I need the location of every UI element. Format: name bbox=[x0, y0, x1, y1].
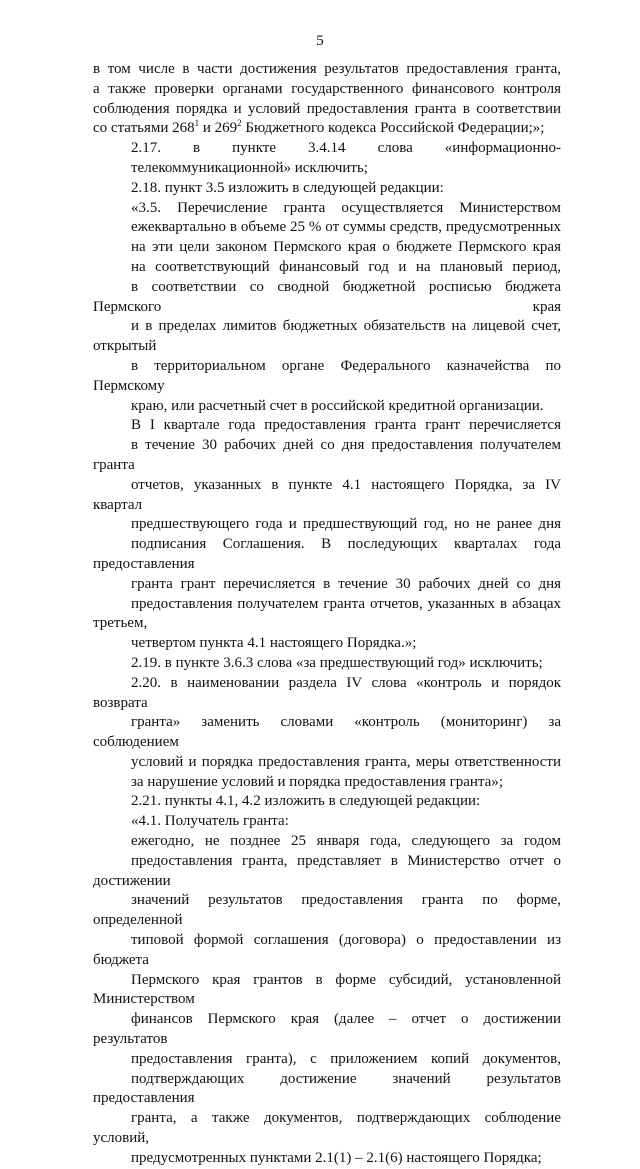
text-run: Пермского края грантов в форме субсидий, установленной Министерством bbox=[93, 971, 561, 1008]
text-line bbox=[93, 159, 561, 179]
text-line bbox=[93, 416, 561, 436]
text-run: на соответствующий финансовый год и на плановый период, bbox=[131, 258, 561, 275]
text-line bbox=[93, 218, 561, 238]
paragraph bbox=[93, 199, 561, 417]
text-run: гранта грант перечисляется в течение 30 рабочих дней со дня bbox=[131, 575, 561, 592]
text-run: и в пределах лимитов бюджетных обязательств на лицевой счет, открытый bbox=[93, 318, 561, 355]
text-run: гранта, а также документов, подтверждающих соблюдение условий, bbox=[93, 1110, 561, 1147]
text-run: 2.18. пункт 3.5 изложить в следующей редакции: bbox=[131, 179, 444, 196]
text-run: 2.20. в наименовании раздела IV слова «контроль и порядок возврата bbox=[93, 674, 561, 711]
text-line bbox=[93, 119, 561, 139]
text-run: условий и порядка предоставления гранта, меры ответственности bbox=[131, 753, 561, 770]
text-line bbox=[93, 80, 561, 100]
text-run: ежегодно, не позднее 25 января года, следующего за годом bbox=[131, 833, 561, 850]
text-run: финансов Пермского края (далее – отчет о достижении результатов bbox=[93, 1011, 561, 1048]
text-line bbox=[93, 634, 561, 654]
text-run: предшествующего года и предшествующий год, но не ранее дня bbox=[131, 516, 561, 533]
text-line bbox=[93, 100, 561, 120]
text-line bbox=[93, 476, 561, 516]
text-line bbox=[93, 397, 561, 417]
text-line bbox=[93, 515, 561, 535]
text-line bbox=[93, 753, 561, 773]
paragraph bbox=[93, 60, 561, 139]
text-run: в соответствии со сводной бюджетной росписью бюджета Пермского края bbox=[93, 278, 561, 315]
text-line bbox=[93, 357, 561, 397]
text-line bbox=[93, 1050, 561, 1070]
paragraph bbox=[93, 179, 561, 199]
text-run: подписания Соглашения. В последующих кварталах года предоставления bbox=[93, 536, 561, 572]
text-line bbox=[93, 139, 561, 159]
text-line bbox=[93, 654, 561, 674]
text-line bbox=[93, 238, 561, 258]
text-line bbox=[93, 713, 561, 753]
text-line bbox=[93, 852, 561, 892]
text-line bbox=[93, 317, 561, 357]
text-line bbox=[93, 179, 561, 199]
text-line bbox=[93, 535, 561, 575]
text-line bbox=[93, 258, 561, 278]
paragraph bbox=[93, 139, 561, 179]
paragraph bbox=[93, 792, 561, 812]
text-run: значений результатов предоставления гранта по форме, определенной bbox=[93, 892, 561, 929]
paragraph bbox=[93, 832, 561, 1169]
text-line bbox=[93, 832, 561, 852]
superscript: 1 bbox=[194, 118, 200, 129]
text-run: за нарушение условий и порядка предоставления гранта»; bbox=[131, 773, 504, 790]
text-run: предоставления гранта, представляет в Министерство отчет о достижении bbox=[93, 852, 561, 889]
paragraph bbox=[93, 654, 561, 674]
text-run: со статьями 268 bbox=[93, 120, 195, 137]
document-body bbox=[93, 60, 561, 1169]
text-run: в течение 30 рабочих дней со дня предоставления получателем гранта bbox=[93, 437, 561, 473]
text-run: в том числе в части достижения результатов предоставления гранта, bbox=[93, 61, 561, 77]
text-run: типовой формой соглашения (договора) о предоставлении из бюджета bbox=[93, 932, 561, 968]
text-line bbox=[93, 1070, 561, 1110]
text-run: «3.5. Перечисление гранта осуществляется Министерством bbox=[131, 199, 561, 216]
text-line bbox=[93, 575, 561, 595]
text-run: соблюдения порядка и условий предоставления гранта в соответствии bbox=[93, 100, 561, 117]
text-line bbox=[93, 60, 561, 80]
text-line bbox=[93, 199, 561, 219]
text-run: на эти цели законом Пермского края о бюджете Пермского края bbox=[131, 239, 561, 256]
text-run: 2.17. в пункте 3.4.14 слова «информационно- bbox=[131, 140, 561, 157]
paragraph bbox=[93, 416, 561, 654]
text-run: отчетов, указанных в пункте 4.1 настоящего Порядка, за IV квартал bbox=[93, 476, 561, 513]
text-line bbox=[93, 1109, 561, 1149]
text-run: ежеквартально в объеме 25 % от суммы средств, предусмотренных bbox=[131, 219, 561, 236]
text-run: 2.21. пункты 4.1, 4.2 изложить в следующей редакции: bbox=[131, 793, 481, 810]
text-run: в территориальном органе Федерального казначейства по Пермскому bbox=[93, 357, 561, 394]
text-line bbox=[93, 971, 561, 1011]
page-number: 5 bbox=[316, 33, 324, 49]
text-run: Бюджетного кодекса Российской Федерации;»; bbox=[241, 120, 545, 137]
text-run: предоставления получателем гранта отчетов, указанных в абзацах третьем, bbox=[93, 595, 561, 632]
text-line bbox=[93, 278, 561, 318]
paragraph bbox=[93, 812, 561, 832]
text-run: «4.1. Получатель гранта: bbox=[131, 813, 289, 830]
text-line bbox=[93, 812, 561, 832]
text-line bbox=[93, 674, 561, 714]
text-line bbox=[93, 931, 561, 971]
paragraph bbox=[93, 674, 561, 793]
text-run: гранта» заменить словами «контроль (мониторинг) за соблюдением bbox=[93, 714, 561, 751]
text-line bbox=[93, 891, 561, 931]
text-run: и 269 bbox=[199, 120, 238, 137]
text-line bbox=[93, 773, 561, 793]
text-run: подтверждающих достижение значений результатов предоставления bbox=[93, 1070, 561, 1107]
text-run: предусмотренных пунктами 2.1(1) – 2.1(6) настоящего Порядка; bbox=[131, 1149, 542, 1166]
text-line bbox=[93, 595, 561, 635]
text-run: В I квартале года предоставления гранта грант перечисляется bbox=[131, 417, 561, 434]
text-line bbox=[93, 1010, 561, 1050]
text-run: четвертом пункта 4.1 настоящего Порядка.»; bbox=[131, 635, 417, 652]
superscript: 2 bbox=[237, 118, 242, 129]
text-run: а также проверки органами государственного финансового контроля bbox=[93, 80, 561, 97]
text-line bbox=[93, 792, 561, 812]
text-run: 2.19. в пункте 3.6.3 слова «за предшествующий год» исключить; bbox=[131, 654, 543, 671]
text-line bbox=[93, 436, 561, 476]
text-run: телекоммуникационной» исключить; bbox=[131, 159, 368, 176]
text-run: предоставления гранта), с приложением копий документов, bbox=[131, 1050, 561, 1067]
text-run: краю, или расчетный счет в российской кредитной организации. bbox=[131, 397, 544, 414]
text-line bbox=[93, 1149, 561, 1169]
